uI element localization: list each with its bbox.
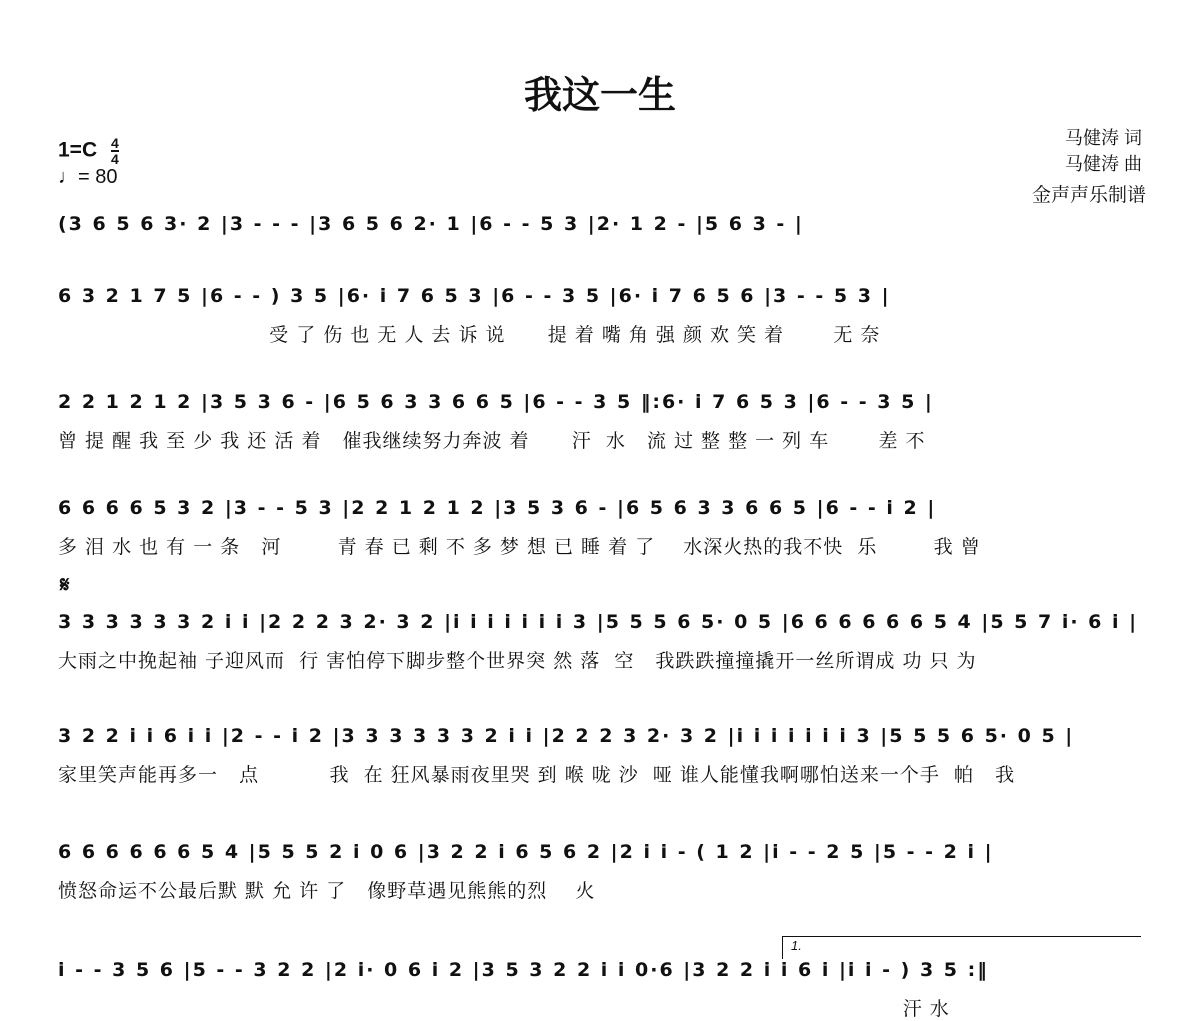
song-title: 我这一生 — [523, 72, 676, 117]
notation-line: i - - 3 5 6 |5 - - 3 2 2 |2 i· 0 6 i 2 |3 5 3 2 2 i i 0·6 |3 2 2 i i 6 i |i i - ) 3 5 :‖ — [58, 959, 989, 981]
tempo-marking: ♩= 80 — [58, 166, 118, 188]
volta-label: 1. — [791, 938, 802, 953]
lyric-line: 曾 提 醒 我 至 少 我 还 活 着 催我继续努力奔波 着 汗 水 流 过 整 整 一 列 车 差 不 — [58, 430, 926, 452]
notation-line: (3 6 5 6 3· 2 |3 - - - |3 6 5 6 2· 1 |6 - - 5 3 |2· 1 2 - |5 6 3 - | — [58, 213, 804, 235]
composer-credit: 马健涛 曲 — [1064, 154, 1142, 174]
key-label: 1=C — [58, 138, 98, 162]
notation-line: 6 6 6 6 5 3 2 |3 - - 5 3 |2 2 1 2 1 2 |3 5 3 6 - |6 5 6 3 3 6 6 5 |6 - - i 2 | — [58, 497, 937, 519]
notation-line: 3 2 2 i i 6 i i |2 - - i 2 |3 3 3 3 3 3 2 i i |2 2 2 3 2· 3 2 |i i i i i i i 3 |5 5 5 6 5· 0 5 | — [58, 725, 1075, 747]
segno-sign: 𝄋 — [60, 572, 70, 597]
lyricist-credit: 马健涛 词 — [1064, 128, 1142, 148]
time-signature-bottom: 4 — [110, 151, 119, 167]
lyric-line: 愤怒命运不公最后默 默 允 许 了 像野草遇见熊熊的烈 火 — [58, 880, 596, 902]
lyric-line: 多 泪 水 也 有 一 条 河 青 春 已 剩 不 多 梦 想 已 睡 着 了 水深火热的我不快 乐 我 曾 — [58, 536, 981, 558]
lyric-line: 汗 水 — [58, 998, 950, 1020]
key-signature — [58, 136, 119, 166]
notation-line: 3 3 3 3 3 3 2 i i |2 2 2 3 2· 3 2 |i i i i i i i 3 |5 5 5 6 5· 0 5 |6 6 6 6 6 6 5 4 |5 5 7 i· 6 i | — [58, 611, 1139, 633]
lyric-line: 受 了 伤 也 无 人 去 诉 说 提 着 嘴 角 强 颜 欢 笑 着 无 奈 — [58, 324, 881, 346]
time-signature-top: 4 — [110, 135, 119, 151]
engraver-credit: 金声声乐制谱 — [1031, 185, 1146, 206]
time-signature — [111, 136, 119, 166]
lyric-line: 家里笑声能再多一 点 我 在 狂风暴雨夜里哭 到 喉 咙 沙 哑 谁人能懂我啊哪怕送来一个手 帕 我 — [58, 764, 1016, 786]
notation-line: 6 6 6 6 6 6 5 4 |5 5 5 2 i 0 6 |3 2 2 i 6 5 6 2 |2 i i - ( 1 2 |i - - 2 5 |5 - - 2 i | — [58, 841, 994, 863]
notation-line: 6 3 2 1 7 5 |6 - - ) 3 5 |6· i 7 6 5 3 |6 - - 3 5 |6· i 7 6 5 6 |3 - - 5 3 | — [58, 285, 891, 307]
lyric-line: 大雨之中挽起袖 子迎风而 行 害怕停下脚步整个世界突 然 落 空 我跌跌撞撞撬开一丝所谓成 功 只 为 — [58, 650, 977, 672]
notation-line: 2 2 1 2 1 2 |3 5 3 6 - |6 5 6 3 3 6 6 5 |6 - - 3 5 ‖:6· i 7 6 5 3 |6 - - 3 5 | — [58, 391, 934, 413]
